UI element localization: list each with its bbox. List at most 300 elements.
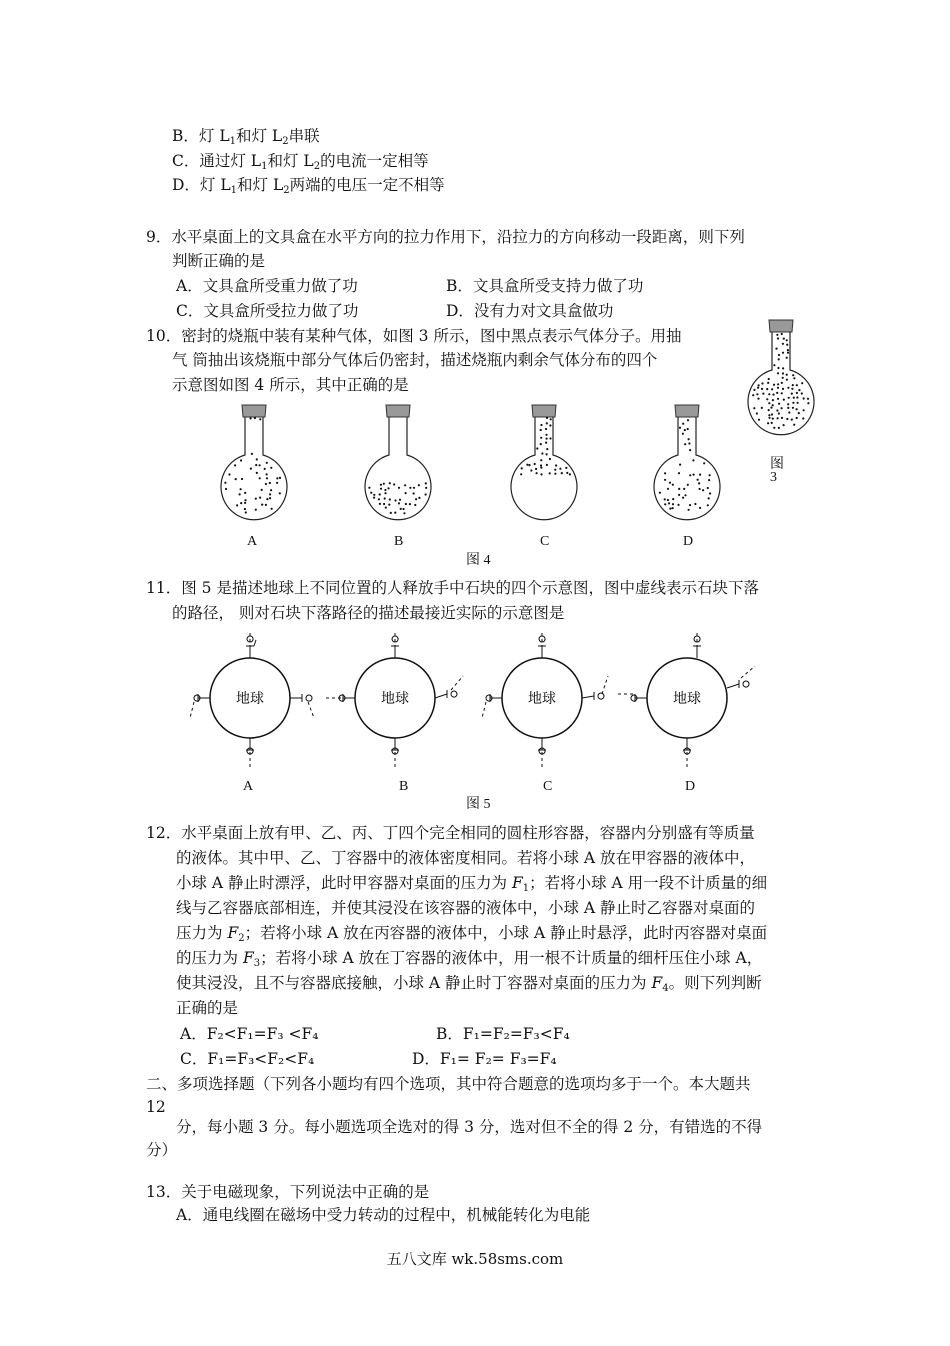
q12-stem-line6: 的压力为 $F_3$；若将小球 A 放在丁容器的液体中，用一根不计质量的细杆压住小球 A， [176, 949, 763, 969]
gas-molecule [664, 479, 666, 481]
gas-molecule [687, 484, 689, 486]
gas-molecule [535, 468, 537, 470]
gas-molecule [266, 498, 268, 500]
fig4-option-b: B [394, 534, 404, 549]
gas-molecule [541, 452, 543, 454]
gas-molecule [405, 503, 407, 505]
gas-molecule [540, 424, 542, 426]
gas-molecule [782, 343, 784, 345]
gas-molecule [530, 469, 532, 471]
gas-molecule [688, 442, 690, 444]
gas-molecule [236, 504, 238, 506]
gas-molecule [777, 372, 779, 374]
gas-molecule [228, 473, 230, 475]
gas-molecule [792, 374, 794, 376]
gas-molecule [368, 487, 370, 489]
gas-molecule [566, 472, 568, 474]
gas-molecule [565, 467, 567, 469]
gas-molecule [771, 422, 773, 424]
gas-molecule [404, 484, 406, 486]
gas-molecule [250, 417, 252, 419]
gas-molecule [772, 394, 774, 396]
q9-option-b: B．文具盒所受支持力做了功 [446, 277, 644, 295]
q12-option-d: D．F₁= F₂= F₃=F₄ [412, 1050, 557, 1068]
gas-molecule [265, 483, 267, 485]
gas-molecule [792, 407, 794, 409]
gas-molecule [693, 474, 695, 476]
gas-molecule [664, 503, 666, 505]
gas-molecule [781, 333, 783, 335]
gas-molecule [768, 393, 770, 395]
gas-molecule [380, 484, 382, 486]
gas-molecule [777, 387, 779, 389]
gas-molecule [802, 417, 804, 419]
earth-diagram-c [470, 628, 620, 778]
gas-molecule [781, 407, 783, 409]
gas-molecule [255, 498, 257, 500]
gas-molecule [384, 489, 386, 491]
gas-molecule [786, 418, 788, 420]
gas-molecule [398, 487, 400, 489]
gas-molecule [773, 384, 775, 386]
gas-molecule [546, 448, 548, 450]
gas-molecule [783, 338, 785, 340]
gas-molecule [370, 492, 372, 494]
gas-molecule [256, 472, 258, 474]
gas-molecule [266, 462, 268, 464]
q11-stem-line1: 11．图 5 是描述地球上不同位置的人释放手中石块的四个示意图，图中虚线表示石块下落 [146, 579, 759, 597]
gas-molecule [768, 417, 770, 419]
gas-molecule [549, 437, 551, 439]
q10-stem-line2: 气 筒抽出该烧瓶中部分气体后仍密封，描述烧瓶内剩余气体分布的四个 [172, 351, 658, 369]
gas-molecule [255, 509, 257, 511]
gas-molecule [554, 469, 556, 471]
q12-stem-line4: 线与乙容器底部相连，并使其浸没在该容器的液体中，小球 A 静止时乙容器对桌面的 [176, 899, 756, 917]
earth-label-a: 地球 [236, 691, 264, 707]
earth-label-b: 地球 [381, 691, 409, 707]
gas-molecule [254, 417, 256, 419]
gas-molecule [403, 512, 405, 514]
gas-molecule [244, 492, 246, 494]
gas-molecule [379, 503, 381, 505]
gas-molecule [796, 384, 798, 386]
gas-molecule [678, 488, 680, 490]
gas-molecule [757, 398, 759, 400]
fig5-option-c: C [543, 779, 553, 794]
section2-heading-line1: 二、多项选择题（下列各小题均有四个选项，其中符合题意的选项均多于一个。本大题共 [146, 1075, 751, 1093]
gas-molecule [425, 487, 427, 489]
gas-molecule [400, 508, 402, 510]
gas-molecule [672, 484, 674, 486]
gas-molecule [772, 399, 774, 401]
gas-molecule [786, 357, 788, 359]
gas-molecule [768, 378, 770, 380]
gas-molecule [762, 393, 764, 395]
gas-molecule [540, 459, 542, 461]
gas-molecule [786, 374, 788, 376]
earth-label-d: 地球 [673, 691, 701, 707]
gas-molecule [418, 497, 420, 499]
gas-molecule [240, 488, 242, 490]
gas-molecule [269, 493, 271, 495]
gas-molecule [546, 453, 548, 455]
gas-molecule [772, 404, 774, 406]
gas-molecule [394, 499, 396, 501]
gas-molecule [672, 498, 674, 500]
q12-option-c: C．F₁=F₃<F₂<F₄ [180, 1050, 315, 1068]
gas-molecule [259, 477, 261, 479]
q9-stem-line2: 判断正确的是 [172, 252, 266, 270]
fig4-option-d: D [683, 534, 694, 549]
gas-molecule [559, 468, 561, 470]
gas-molecule [771, 388, 773, 390]
gas-molecule [781, 392, 783, 394]
gas-molecule [787, 349, 789, 351]
gas-molecule [777, 337, 779, 339]
gas-molecule [540, 473, 542, 475]
gas-molecule [373, 494, 375, 496]
q12-stem-line1: 12．水平桌面上放有甲、乙、丙、丁四个完全相同的圆柱形容器，容器内分别盛有等质量 [146, 824, 755, 842]
gas-molecule [239, 493, 241, 495]
gas-molecule [788, 411, 790, 413]
gas-molecule [261, 489, 263, 491]
gas-molecule [771, 413, 773, 415]
gas-molecule [270, 467, 272, 469]
gas-molecule [776, 409, 778, 411]
gas-molecule [787, 387, 789, 389]
gas-molecule [787, 403, 789, 405]
gas-molecule [756, 393, 758, 395]
gas-molecule [521, 467, 523, 469]
q12-stem-line8: 正确的是 [176, 999, 239, 1017]
gas-molecule [753, 389, 755, 391]
gas-molecule [768, 409, 770, 411]
gas-molecule [555, 464, 557, 466]
gas-molecule [778, 412, 780, 414]
gas-molecule [758, 384, 760, 386]
gas-molecule [797, 402, 799, 404]
gas-molecule [777, 417, 779, 419]
gas-molecule [244, 502, 246, 504]
q8-option-d: D．灯 $L_1$和灯 $L_2$两端的电压一定不相等 [172, 176, 445, 196]
gas-molecule [549, 424, 551, 426]
gas-molecule [807, 398, 809, 400]
gas-molecule [783, 399, 785, 401]
gas-molecule [659, 492, 661, 494]
gas-molecule [778, 354, 780, 356]
gas-molecule [707, 487, 709, 489]
q8-option-b: B．灯 $L_1$和灯 $L_2$串联 [172, 127, 320, 147]
gas-molecule [265, 504, 267, 506]
fig5-caption: 图 5 [466, 797, 491, 812]
gas-molecule [545, 428, 547, 430]
gas-molecule [683, 488, 685, 490]
gas-molecule [768, 414, 770, 416]
gas-molecule [787, 407, 789, 409]
gas-molecule [279, 492, 281, 494]
gas-molecule [684, 494, 686, 496]
gas-molecule [702, 489, 704, 491]
gas-molecule [678, 472, 680, 474]
gas-molecule [772, 418, 774, 420]
gas-molecule [394, 512, 396, 514]
gas-molecule [778, 403, 780, 405]
gas-molecule [678, 494, 680, 496]
gas-molecule [803, 397, 805, 399]
gas-molecule [528, 464, 530, 466]
gas-molecule [261, 504, 263, 506]
gas-molecule [791, 393, 793, 395]
gas-molecule [756, 412, 758, 414]
gas-molecule [234, 464, 236, 466]
gas-molecule [692, 459, 694, 461]
gas-molecule [550, 418, 552, 420]
gas-molecule [781, 417, 783, 419]
q12-stem-line2: 的液体。其中甲、乙、丁容器中的液体密度相同。若将小球 A 放在甲容器的液体中， [176, 849, 756, 867]
gas-molecule [761, 388, 763, 390]
gas-molecule [549, 458, 551, 460]
section2-heading-line4: 分） [146, 1141, 178, 1159]
gas-molecule [682, 497, 684, 499]
gas-molecule [682, 433, 684, 435]
earth-diagram-a [178, 628, 328, 778]
gas-molecule [549, 472, 551, 474]
gas-molecule [679, 464, 681, 466]
gas-molecule [758, 419, 760, 421]
gas-molecule [225, 488, 227, 490]
gas-molecule [796, 408, 798, 410]
q9-option-c: C．文具盒所受拉力做了功 [176, 302, 359, 320]
gas-molecule [761, 382, 763, 384]
gas-molecule [380, 488, 382, 490]
gas-molecule [269, 497, 271, 499]
q12-stem-line3: 小球 A 静止时漂浮，此时甲容器对桌面的压力为 $F_1$；若将小球 A 用一段不计质量的细 [176, 874, 768, 894]
fig4-option-a: A [247, 534, 258, 549]
gas-molecule [768, 402, 770, 404]
q9-stem-line1: 9．水平桌面上的文具盒在水平方向的拉力作用下，沿拉力的方向移动一段距离，则下列 [146, 228, 745, 246]
gas-molecule [672, 507, 674, 509]
gas-molecule [796, 417, 798, 419]
gas-molecule [540, 467, 542, 469]
gas-molecule [786, 344, 788, 346]
gas-molecule [244, 508, 246, 510]
flask-figure-3 [745, 318, 817, 448]
gas-molecule [271, 508, 273, 510]
gas-molecule [792, 384, 794, 386]
gas-molecule [546, 464, 548, 466]
gas-molecule [259, 464, 261, 466]
gas-molecule [383, 483, 385, 485]
gas-molecule [708, 497, 710, 499]
gas-molecule [788, 397, 790, 399]
gas-molecule [561, 472, 563, 474]
gas-molecule [694, 503, 696, 505]
gas-molecule [689, 474, 691, 476]
gas-molecule [787, 352, 789, 354]
gas-molecule [791, 419, 793, 421]
q9-option-d: D．没有力对文具盒做功 [446, 302, 614, 320]
gas-molecule [775, 348, 777, 350]
gas-molecule [669, 482, 671, 484]
gas-molecule [776, 334, 778, 336]
gas-molecule [545, 442, 547, 444]
fig5-option-d: D [685, 779, 696, 794]
gas-molecule [667, 488, 669, 490]
gas-molecule [664, 498, 666, 500]
gas-molecule [761, 407, 763, 409]
gas-molecule [752, 394, 754, 396]
gas-molecule [786, 339, 788, 341]
gas-molecule [709, 474, 711, 476]
gas-molecule [753, 407, 755, 409]
q13-option-a: A．通电线圈在磁场中受力转动的过程中，机械能转化为电能 [176, 1206, 591, 1224]
gas-molecule [264, 468, 266, 470]
gas-molecule [709, 492, 711, 494]
gas-molecule [409, 503, 411, 505]
gas-molecule [770, 407, 772, 409]
q12-option-b: B．F₁=F₂=F₃<F₄ [436, 1025, 570, 1043]
gas-molecule [798, 412, 800, 414]
gas-molecule [669, 508, 671, 510]
gas-molecule [251, 453, 253, 455]
fig3-label-1: 图 [770, 457, 784, 472]
fig3-label-2: 3 [770, 470, 777, 485]
gas-molecule [536, 447, 538, 449]
gas-molecule [384, 497, 386, 499]
gas-molecule [688, 509, 690, 511]
gas-molecule [276, 482, 278, 484]
gas-molecule [398, 502, 400, 504]
gas-molecule [255, 464, 257, 466]
gas-molecule [703, 462, 705, 464]
gas-molecule [241, 478, 243, 480]
gas-molecule [399, 499, 401, 501]
gas-molecule [664, 472, 666, 474]
gas-molecule [387, 487, 389, 489]
gas-molecule [546, 422, 548, 424]
gas-molecule [778, 427, 780, 429]
gas-molecule [793, 377, 795, 379]
gas-molecule [388, 504, 390, 506]
q12-stem-line7: 使其浸没，且不与容器底接触，小球 A 静止时丁容器对桌面的压力为 $F_4$。则下列判断 [176, 974, 762, 994]
fig4-caption: 图 4 [466, 553, 491, 568]
gas-molecule [684, 429, 686, 431]
flask-figure-4b [362, 403, 434, 533]
fig4-option-c: C [540, 534, 550, 549]
gas-molecule [791, 388, 793, 390]
gas-molecule [520, 473, 522, 475]
gas-molecule [259, 418, 261, 420]
gas-molecule [796, 392, 798, 394]
gas-molecule [244, 499, 246, 501]
gas-molecule [773, 427, 775, 429]
gas-molecule [373, 497, 375, 499]
gas-molecule [546, 438, 548, 440]
gas-molecule [413, 487, 415, 489]
gas-molecule [793, 424, 795, 426]
q11-stem-line2: 的路径， 则对石块下落路径的描述最接近实际的示意图是 [172, 604, 565, 622]
gas-molecule [425, 493, 427, 495]
gas-molecule [689, 504, 691, 506]
gas-molecule [782, 372, 784, 374]
gas-molecule [767, 422, 769, 424]
gas-molecule [540, 464, 542, 466]
gas-molecule [270, 489, 272, 491]
gas-molecule [240, 502, 242, 504]
gas-molecule [781, 382, 783, 384]
fig5-option-b: B [399, 779, 409, 794]
gas-molecule [245, 511, 247, 513]
flask-figure-4c [508, 403, 580, 533]
gas-molecule [699, 488, 701, 490]
gas-molecule [383, 503, 385, 505]
gas-molecule [782, 367, 784, 369]
gas-molecule [540, 437, 542, 439]
gas-molecule [687, 419, 689, 421]
gas-molecule [405, 492, 407, 494]
gas-molecule [385, 507, 387, 509]
gas-molecule [540, 443, 542, 445]
page-footer: 五八文库 wk.58sms.com [386, 1250, 564, 1268]
gas-molecule [783, 424, 785, 426]
gas-molecule [807, 402, 809, 404]
gas-molecule [546, 417, 548, 419]
gas-molecule [792, 402, 794, 404]
gas-molecule [672, 503, 674, 505]
gas-molecule [798, 389, 800, 391]
gas-molecule [384, 492, 386, 494]
gas-molecule [402, 508, 404, 510]
gas-molecule [777, 398, 779, 400]
gas-molecule [554, 473, 556, 475]
gas-molecule [413, 492, 415, 494]
gas-molecule [778, 358, 780, 360]
gas-molecule [266, 477, 268, 479]
gas-molecule [801, 382, 803, 384]
section2-heading-line3: 分，每小题 3 分。每小题选项全选对的得 3 分，选对但不全的得 2 分，有错选的不得 [176, 1118, 763, 1136]
gas-molecule [777, 383, 779, 385]
gas-molecule [773, 364, 775, 366]
gas-molecule [266, 473, 268, 475]
gas-molecule [698, 482, 700, 484]
gas-molecule [689, 449, 691, 451]
gas-molecule [259, 497, 261, 499]
gas-molecule [536, 472, 538, 474]
gas-molecule [240, 459, 242, 461]
q10-stem-line1: 10．密封的烧瓶中装有某种气体，如图 3 所示，图中黑点表示气体分子。用抽 [146, 327, 682, 345]
gas-molecule [269, 482, 271, 484]
earth-label-c: 地球 [528, 691, 556, 707]
gas-molecule [224, 482, 226, 484]
gas-molecule [801, 392, 803, 394]
gas-molecule [766, 388, 768, 390]
gas-molecule [782, 388, 784, 390]
gas-molecule [776, 392, 778, 394]
gas-molecule [677, 504, 679, 506]
gas-molecule [389, 482, 391, 484]
gas-molecule [688, 438, 690, 440]
gas-molecule [409, 487, 411, 489]
section2-heading-line2: 12 [146, 1098, 166, 1116]
gas-molecule [418, 484, 420, 486]
gas-molecule [235, 478, 237, 480]
gas-molecule [803, 409, 805, 411]
gas-molecule [767, 382, 769, 384]
gas-molecule [540, 429, 542, 431]
gas-molecule [389, 498, 391, 500]
gas-molecule [390, 512, 392, 514]
gas-molecule [697, 479, 699, 481]
